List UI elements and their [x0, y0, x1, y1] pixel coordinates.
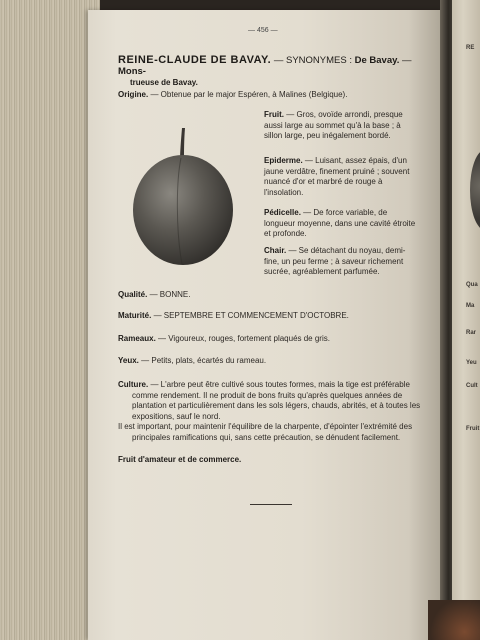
pedicelle-label: Pédicelle. — [264, 208, 301, 217]
next-page-fragment: RE — [466, 45, 475, 51]
rameaux-text: — Vigoureux, rouges, fortement plaqués de gris. — [155, 334, 330, 343]
maturite-paragraph — [118, 311, 418, 322]
fruit-text: — Gros, ovoïde arrondi, presque aussi large au sommet qu'à la base ; à sillon large, peu inégalement bordé. — [264, 110, 403, 140]
culture-text: — L'arbre peut être cultivé sous toutes formes, mais la tige est préférable comme rendement. Il ne produit de bons fruits qu'après quelques années de plantation et particulièrement dans les sols légers, chauds, abrités, et à toutes les expositions, sauf le nord. — [132, 380, 421, 421]
usage-text: Fruit d'amateur et de commerce. — [118, 455, 242, 464]
origine-label: Origine. — [118, 90, 149, 99]
plum-fruit — [133, 155, 233, 265]
next-page-fragment: Ma — [466, 303, 475, 309]
yeux-paragraph — [118, 356, 418, 367]
chair-paragraph — [264, 246, 416, 278]
pedicelle-text: — De force variable, de longueur moyenne, dans une cavité étroite et profonde. — [264, 208, 416, 238]
pedicelle-paragraph — [264, 208, 416, 240]
epiderme-paragraph — [264, 156, 416, 198]
culture-label: Culture. — [118, 380, 149, 389]
qualite-paragraph — [118, 290, 418, 301]
epiderme-label: Epiderme. — [264, 156, 303, 165]
synonym-1: De Bavay. — [354, 55, 400, 66]
maturite-text: — SEPTEMBRE ET COMMENCEMENT D'OCTOBRE. — [151, 311, 349, 320]
qualite-text: — BONNE. — [147, 290, 191, 299]
synonym-separator: — — [399, 55, 412, 66]
yeux-label: Yeux. — [118, 356, 139, 365]
chair-text: — Se détachant du noyau, demi-fine, un peu ferme ; à saveur richement sucrée, agréablement parfumée. — [264, 246, 406, 276]
culture-text-2: Il est important, pour maintenir l'équilibre de la charpente, d'épointer l'extrémité des principales ramifications qui, sans cette précaution, se dénudent facilement. — [118, 422, 413, 442]
next-page-edge — [452, 0, 480, 640]
rameaux-paragraph — [118, 334, 418, 345]
epiderme-text: — Luisant, assez épais, d'un jaune verdâtre, finement pruiné ; souvent nuancé d'or et marbré de rouge à l'insolation. — [264, 156, 410, 197]
origine-text: — Obtenue par le major Espéren, à Malines (Belgique). — [148, 90, 348, 99]
table-corner — [428, 600, 480, 640]
book-page-edges — [0, 0, 100, 640]
culture-paragraph-2 — [118, 422, 430, 443]
variety-heading — [118, 55, 418, 88]
next-page-fragment: Yeu — [466, 360, 477, 366]
closing-rule — [250, 504, 292, 505]
next-page-fragment: Qua — [466, 282, 478, 288]
rameaux-label: Rameaux. — [118, 334, 156, 343]
next-page-fragment: Fruit — [466, 426, 480, 432]
synonym-2-end: trueuse de Bavay. — [130, 78, 198, 87]
next-page-fragment: Cult — [466, 383, 478, 389]
plum-photo — [128, 122, 238, 267]
variety-name: REINE-CLAUDE DE BAVAY. — [118, 54, 272, 66]
synonyms-label: — SYNONYMES : — [271, 55, 355, 66]
synonym-2-start: Mons- — [118, 66, 146, 77]
page-number: — 456 — — [248, 27, 278, 34]
next-page-fruit — [470, 150, 480, 230]
culture-paragraph — [118, 380, 430, 422]
next-page-fragment: Rar — [466, 330, 477, 336]
yeux-text: — Petits, plats, écartés du rameau. — [138, 356, 267, 365]
fruit-label: Fruit. — [264, 110, 284, 119]
fruit-paragraph — [264, 110, 416, 142]
chair-label: Chair. — [264, 246, 287, 255]
usage-paragraph — [118, 455, 418, 466]
origine-paragraph — [118, 90, 418, 101]
book-page — [88, 10, 444, 640]
maturite-label: Maturité. — [118, 311, 152, 320]
qualite-label: Qualité. — [118, 290, 148, 299]
